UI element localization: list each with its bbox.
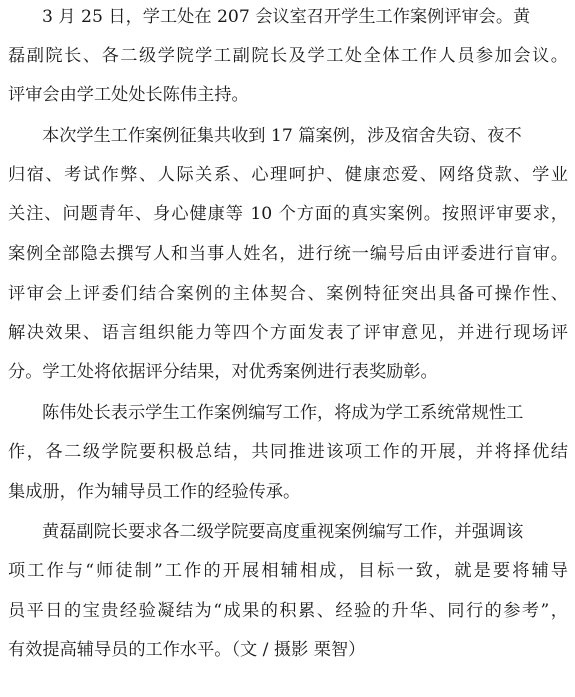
article-line: 陈伟处长表示学生工作案例编写工作，将成为学工系统常规性工: [42, 403, 524, 423]
article-line: 本次学生工作案例征集共收到 17 篇案例，涉及宿舍失窃、夜不: [42, 126, 522, 146]
article-line: 评审会上评委们结合案例的主体契合、案例特征突出具备可操作性、: [8, 284, 568, 304]
article-line: 磊副院长、各二级学院学工副院长及学工处全体工作人员参加会议。: [8, 46, 568, 66]
article-line: 归宿、考试作弊、人际关系、心理呵护、健康恋爱、网络贷款、学业: [8, 165, 568, 185]
article-line: 分。学工处将依据评分结果，对优秀案例进行表奖励彰。: [8, 362, 438, 382]
article-line: 项工作与“师徒制”工作的开展相辅相成，目标一致，就是要将辅导: [8, 561, 568, 581]
article-line: 案例全部隐去撰写人和当事人姓名，进行统一编号后由评委进行盲审。: [8, 244, 568, 264]
article-line: 有效提高辅导员的工作水平。（文 / 摄影 栗智）: [8, 640, 366, 660]
article-line: 关注、问题青年、身心健康等 10 个方面的真实案例。按照评审要求，: [8, 204, 568, 224]
article-line: 评审会由学工处处长陈伟主持。: [8, 85, 249, 105]
article-line: 员平日的宝贵经验凝结为“成果的积累、经验的升华、同行的参考”，: [8, 601, 568, 621]
article-line: 集成册，作为辅导员工作的经验传承。: [8, 482, 301, 502]
article-line: 作，各二级学院要积极总结，共同推进该项工作的开展，并将择优结: [8, 442, 568, 462]
article-line: 解决效果、语言组织能力等四个方面发表了评审意见，并进行现场评: [8, 323, 568, 343]
article-line: 3 月 25 日，学工处在 207 会议室召开学生工作案例评审会。黄: [42, 7, 531, 27]
article-line: 黄磊副院长要求各二级学院要高度重视案例编写工作，并强调该: [42, 522, 524, 542]
